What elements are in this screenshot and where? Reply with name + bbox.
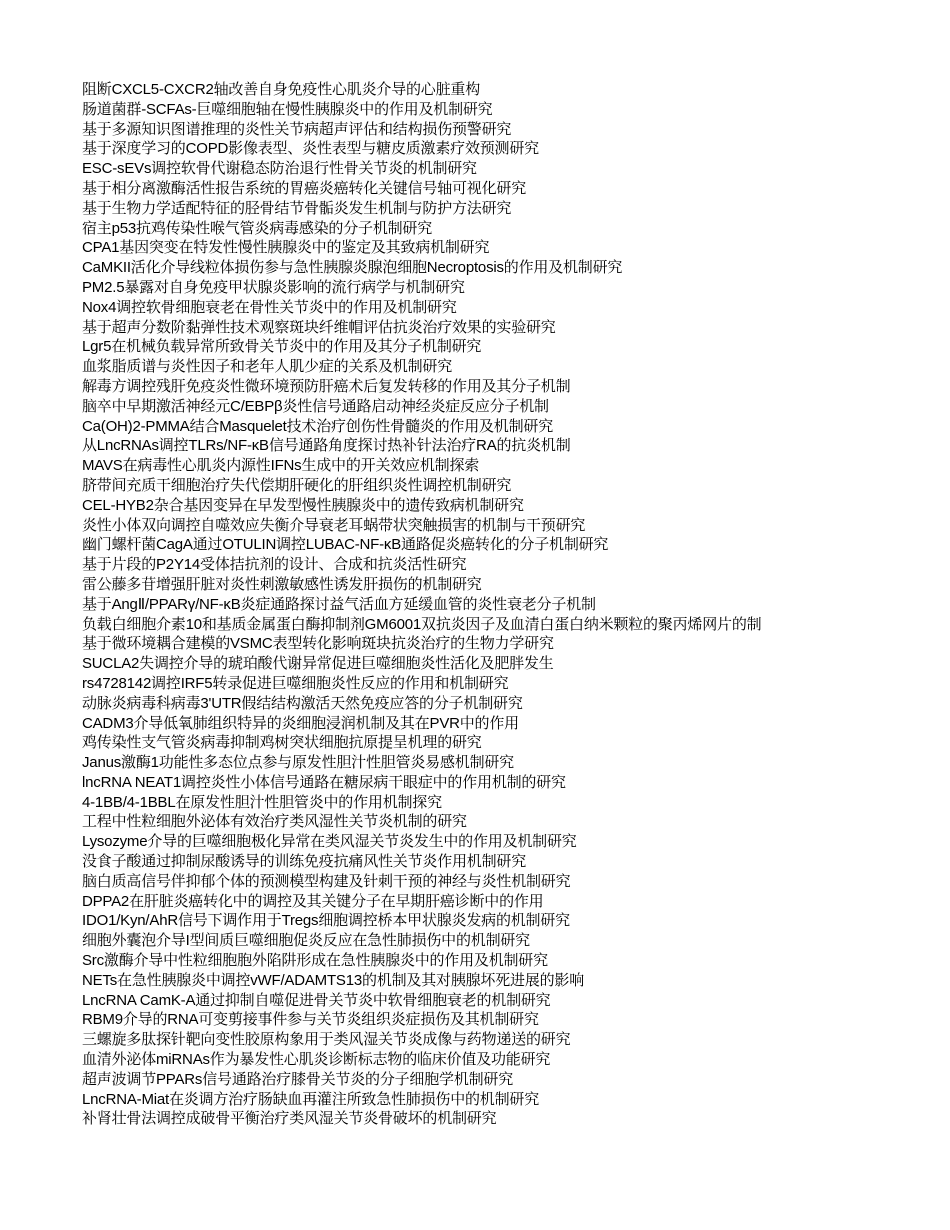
project-title-line: 幽门螺杆菌CagA通过OTULIN调控LUBAC-NF-κB通路促炎癌转化的分子机制研究: [82, 536, 609, 554]
project-title-line: 从LncRNAs调控TLRs/NF-κB信号通路角度探讨热补针法治疗RA的抗炎机制: [82, 437, 571, 455]
project-title-list: [82, 80, 950, 1129]
project-title-line: 负载白细胞介素10和基质金属蛋白酶抑制剂GM6001双抗炎因子及血清白蛋白纳米颗粒的聚丙烯网片的制: [82, 615, 762, 633]
project-title-line: MAVS在病毒性心肌炎内源性IFNs生成中的开关效应机制探索: [82, 457, 480, 475]
project-title-line: 基于生物力学适配特征的胫骨结节骨骺炎发生机制与防护方法研究: [82, 199, 512, 217]
project-title-line: DPPA2在肝脏炎癌转化中的调控及其关键分子在早期肝癌诊断中的作用: [82, 892, 544, 910]
project-title-line: 没食子酸通过抑制尿酸诱导的训练免疫抗痛风性关节炎作用机制研究: [82, 853, 527, 871]
project-title-line: 鸡传染性支气管炎病毒抑制鸡树突状细胞抗原提呈机理的研究: [82, 734, 482, 752]
project-title-line: 补肾壮骨法调控成破骨平衡治疗类风湿关节炎骨破坏的机制研究: [82, 1110, 497, 1128]
project-title-line: rs4728142调控IRF5转录促进巨噬细胞炎性反应的作用和机制研究: [82, 674, 509, 692]
project-title-line: Nox4调控软骨细胞衰老在骨性关节炎中的作用及机制研究: [82, 298, 457, 316]
project-title-line: 脐带间充质干细胞治疗失代偿期肝硬化的肝组织炎性调控机制研究: [82, 476, 512, 494]
project-title-line: CPA1基因突变在特发性慢性胰腺炎中的鉴定及其致病机制研究: [82, 239, 490, 257]
project-title-line: NETs在急性胰腺炎中调控vWF/ADAMTS13的机制及其对胰腺坏死进展的影响: [82, 971, 585, 989]
project-title-line: 超声波调节PPARs信号通路治疗膝骨关节炎的分子细胞学机制研究: [82, 1070, 514, 1088]
project-title-line: Ca(OH)2-PMMA结合Masquelet技术治疗创伤性骨髓炎的作用及机制研究: [82, 417, 554, 435]
project-title-line: 4-1BB/4-1BBL在原发性胆汁性胆管炎中的作用机制探究: [82, 793, 442, 811]
project-title-line: 细胞外囊泡介导I型间质巨噬细胞促炎反应在急性肺损伤中的机制研究: [82, 932, 530, 950]
project-title-line: 肠道菌群-SCFAs-巨噬细胞轴在慢性胰腺炎中的作用及机制研究: [82, 100, 493, 118]
project-title-line: 动脉炎病毒科病毒3'UTR假结结构激活天然免疫应答的分子机制研究: [82, 694, 523, 712]
project-title-line: LncRNA CamK-A通过抑制自噬促进骨关节炎中软骨细胞衰老的机制研究: [82, 991, 551, 1009]
project-title-line: 血清外泌体miRNAs作为暴发性心肌炎诊断标志物的临床价值及功能研究: [82, 1051, 551, 1069]
project-title-line: 基于微环境耦合建模的VSMC表型转化影响斑块抗炎治疗的生物力学研究: [82, 635, 554, 653]
project-title-line: Lysozyme介导的巨噬细胞极化异常在类风湿关节炎发生中的作用及机制研究: [82, 833, 577, 851]
project-title-line: 宿主p53抗鸡传染性喉气管炎病毒感染的分子机制研究: [82, 219, 433, 237]
project-title-line: 脑卒中早期激活神经元C/EBPβ炎性信号通路启动神经炎症反应分子机制: [82, 397, 549, 415]
project-title-line: 基于相分离激酶活性报告系统的胃癌炎癌转化关键信号轴可视化研究: [82, 179, 527, 197]
project-title-line: Janus激酶1功能性多态位点参与原发性胆汁性胆管炎易感机制研究: [82, 754, 514, 772]
project-title-line: RBM9介导的RNA可变剪接事件参与关节炎组织炎症损伤及其机制研究: [82, 1011, 539, 1029]
project-title-line: SUCLA2失调控介导的琥珀酸代谢异常促进巨噬细胞炎性活化及肥胖发生: [82, 655, 554, 673]
project-title-line: ESC-sEVs调控软骨代谢稳态防治退行性骨关节炎的机制研究: [82, 160, 477, 178]
project-title-line: Lgr5在机械负载异常所致骨关节炎中的作用及其分子机制研究: [82, 338, 482, 356]
project-title-line: Src激酶介导中性粒细胞胞外陷阱形成在急性胰腺炎中的作用及机制研究: [82, 952, 548, 970]
project-title-line: 血浆脂质谱与炎性因子和老年人肌少症的关系及机制研究: [82, 358, 453, 376]
project-title-line: 基于片段的P2Y14受体拮抗剂的设计、合成和抗炎活性研究: [82, 556, 467, 574]
project-title-line: CaMKII活化介导线粒体损伤参与急性胰腺炎腺泡细胞Necroptosis的作用及机制研究: [82, 259, 623, 277]
project-title-line: CADM3介导低氧肺组织特异的炎细胞浸润机制及其在PVR中的作用: [82, 714, 519, 732]
project-title-line: 脑白质高信号伴抑郁个体的预测模型构建及针刺干预的神经与炎性机制研究: [82, 872, 571, 890]
project-title-line: 三螺旋多肽探针靶向变性胶原构象用于类风湿关节炎成像与药物递送的研究: [82, 1031, 571, 1049]
project-title-line: 基于多源知识图谱推理的炎性关节病超声评估和结构损伤预警研究: [82, 120, 512, 138]
project-title-line: 雷公藤多苷增强肝脏对炎性刺激敏感性诱发肝损伤的机制研究: [82, 575, 482, 593]
project-title-line: 基于超声分数阶黏弹性技术观察斑块纤维帽评估抗炎治疗效果的实验研究: [82, 318, 556, 336]
project-title-line: LncRNA-Miat在炎调方治疗肠缺血再灌注所致急性肺损伤中的机制研究: [82, 1090, 539, 1108]
project-title-line: IDO1/Kyn/AhR信号下调作用于Tregs细胞调控桥本甲状腺炎发病的机制研究: [82, 912, 570, 930]
project-title-line: lncRNA NEAT1调控炎性小体信号通路在糖尿病干眼症中的作用机制的研究: [82, 773, 566, 791]
project-title-line: 阻断CXCL5-CXCR2轴改善自身免疫性心肌炎介导的心脏重构: [82, 81, 480, 98]
project-title-line: 炎性小体双向调控自噬效应失衡介导衰老耳蜗带状突触损害的机制与干预研究: [82, 516, 586, 534]
project-title-line: 基于AngⅡ/PPARγ/NF-κB炎症通路探讨益气活血方延缓血管的炎性衰老分子机制: [82, 595, 596, 613]
project-title-line: CEL-HYB2杂合基因变异在早发型慢性胰腺炎中的遗传致病机制研究: [82, 496, 524, 514]
project-title-line: 解毒方调控残肝免疫炎性微环境预防肝癌术后复发转移的作用及其分子机制: [82, 377, 571, 395]
project-title-line: 基于深度学习的COPD影像表型、炎性表型与糖皮质激素疗效预测研究: [82, 140, 539, 158]
project-title-line: 工程中性粒细胞外泌体有效治疗类风湿性关节炎机制的研究: [82, 813, 467, 831]
project-title-line: PM2.5暴露对自身免疫甲状腺炎影响的流行病学与机制研究: [82, 278, 465, 296]
